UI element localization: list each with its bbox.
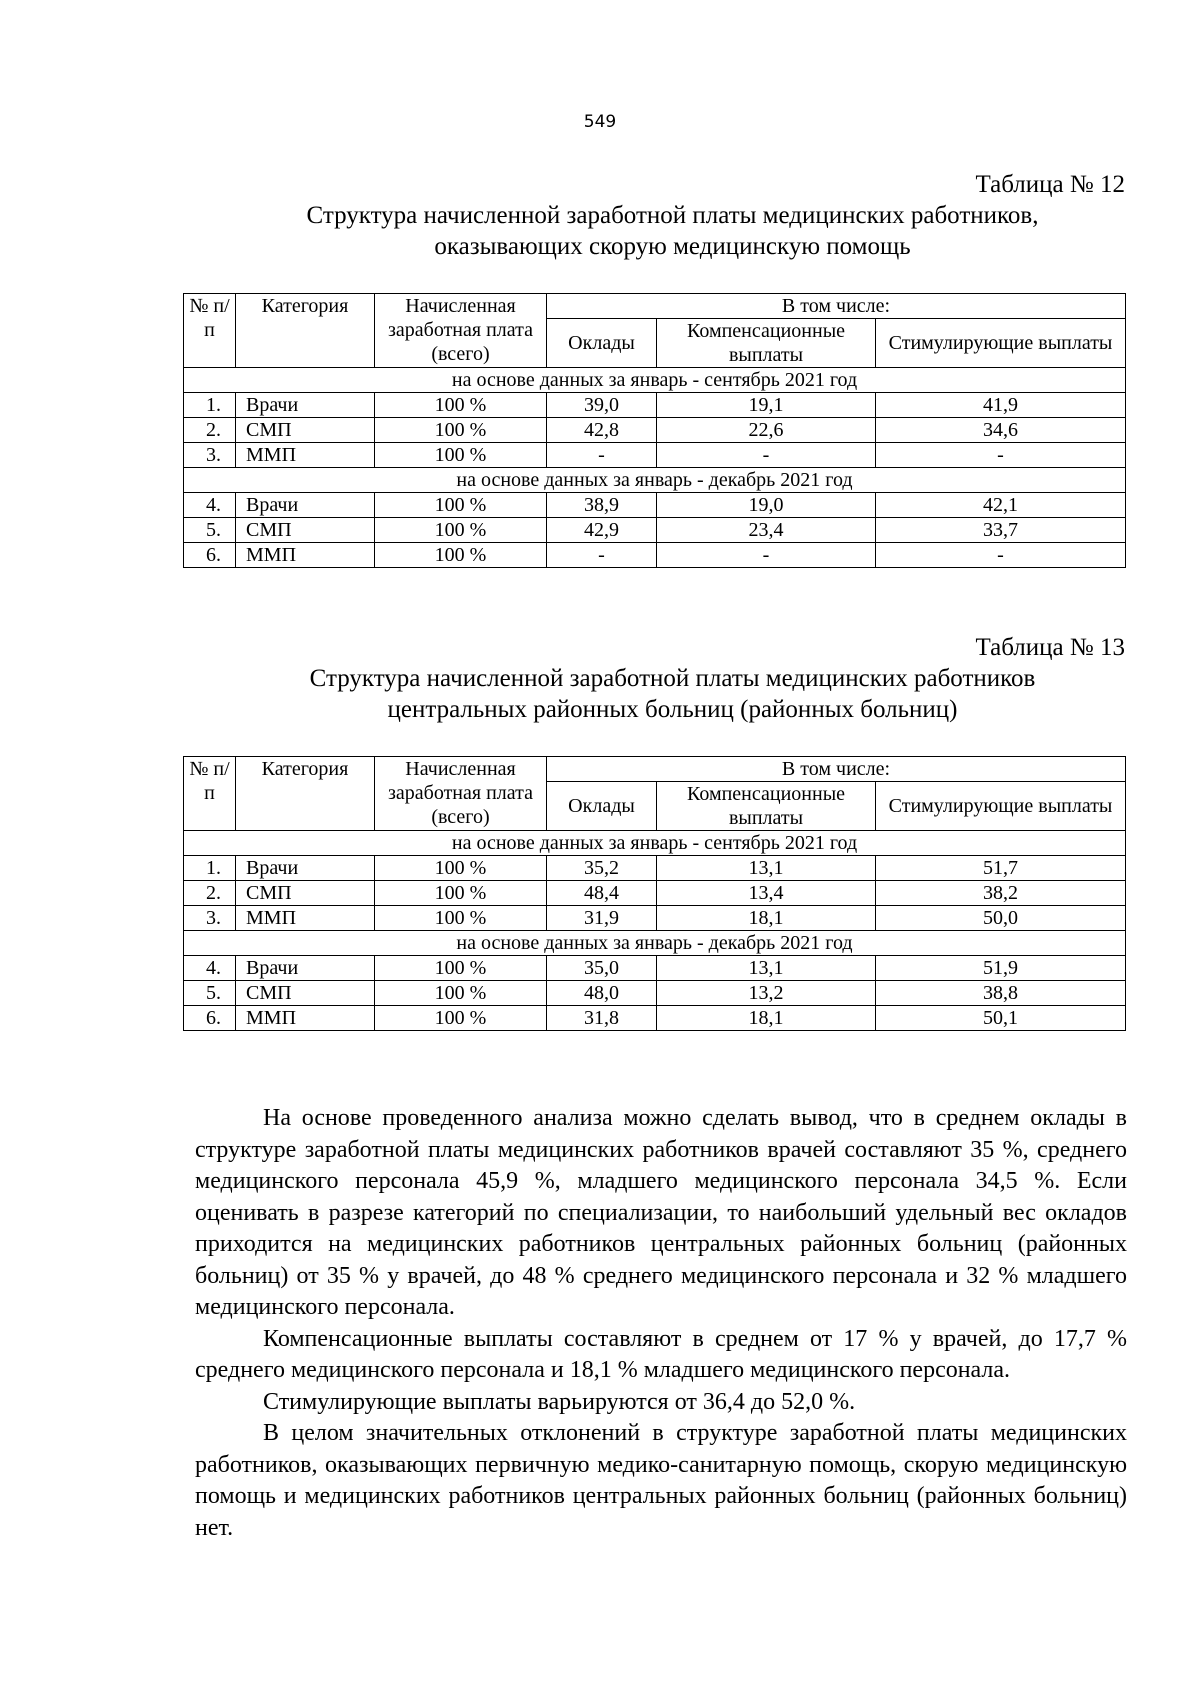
row-num: 5.	[184, 981, 236, 1006]
section-row	[184, 831, 1126, 856]
row-salaries: 35,2	[547, 856, 657, 881]
row-category: Врачи	[236, 956, 375, 981]
table-row	[184, 956, 1126, 981]
row-num: 4.	[184, 956, 236, 981]
row-category: СМП	[236, 518, 375, 543]
row-category: СМП	[236, 981, 375, 1006]
row-num: 4.	[184, 493, 236, 518]
table-row	[184, 543, 1126, 568]
row-category: Врачи	[236, 493, 375, 518]
row-incentive: 38,2	[876, 881, 1126, 906]
table12-heading	[180, 170, 1125, 262]
table12-label: Таблица № 12	[975, 171, 1125, 198]
row-total: 100 %	[375, 443, 547, 468]
header-total: Начисленная заработная плата (всего)	[375, 294, 547, 368]
table-row	[184, 1006, 1126, 1031]
row-category: ММП	[236, 906, 375, 931]
row-compensation: 18,1	[657, 1006, 876, 1031]
row-compensation: -	[657, 543, 876, 568]
row-salaries: 31,8	[547, 1006, 657, 1031]
row-compensation: 13,4	[657, 881, 876, 906]
table-row	[184, 518, 1126, 543]
row-salaries: 31,9	[547, 906, 657, 931]
row-salaries: -	[547, 443, 657, 468]
row-salaries: 35,0	[547, 956, 657, 981]
row-salaries: 42,9	[547, 518, 657, 543]
row-num: 1.	[184, 393, 236, 418]
row-total: 100 %	[375, 981, 547, 1006]
table-row	[184, 981, 1126, 1006]
section-label: на основе данных за январь - сентябрь 2021 год	[184, 368, 1126, 393]
row-num: 1.	[184, 856, 236, 881]
row-category: СМП	[236, 418, 375, 443]
header-num: № п/п	[184, 757, 236, 831]
body-text	[195, 1103, 1127, 1544]
row-compensation: 19,0	[657, 493, 876, 518]
row-salaries: 38,9	[547, 493, 657, 518]
table-row	[184, 493, 1126, 518]
header-including: В том числе:	[547, 757, 1126, 782]
row-incentive: 51,9	[876, 956, 1126, 981]
header-total: Начисленная заработная плата (всего)	[375, 757, 547, 831]
table-row	[184, 418, 1126, 443]
row-total: 100 %	[375, 856, 547, 881]
row-compensation: -	[657, 443, 876, 468]
row-num: 3.	[184, 906, 236, 931]
header-compensation: Компенсационные выплаты	[657, 782, 876, 831]
table13-heading	[180, 633, 1125, 725]
section-row	[184, 368, 1126, 393]
table-row	[184, 443, 1126, 468]
paragraph: Компенсационные выплаты составляют в среднем от 17 % у врачей, до 17,7 % среднего медицинского персонала и 18,1 % младшего медицинского персонала.	[195, 1325, 1127, 1383]
row-salaries: 48,4	[547, 881, 657, 906]
row-total: 100 %	[375, 543, 547, 568]
table-row	[184, 906, 1126, 931]
table13-title-line1: Структура начисленной заработной платы медицинских работников	[309, 665, 1036, 692]
section-label: на основе данных за январь - сентябрь 2021 год	[184, 831, 1126, 856]
table12	[183, 293, 1126, 568]
table13-title-line2: центральных районных больниц (районных больниц)	[387, 696, 958, 723]
paragraph: На основе проведенного анализа можно сделать вывод, что в среднем оклады в структуре заработной платы медицинских работников врачей составляют 35 %, среднего медицинского персонала 45,9 %, младшего медицинского персонала 34,5 %. Если оценивать в разрезе категорий по специализации, то наибольший удельный вес окладов приходится на медицинских работников центральных районных больниц (районных больниц) от 35 % у врачей, до 48 % среднего медицинского персонала и 32 % младшего медицинского персонала.	[195, 1105, 1127, 1320]
row-incentive: 42,1	[876, 493, 1126, 518]
row-total: 100 %	[375, 906, 547, 931]
table-header-row	[184, 294, 1126, 319]
row-compensation: 19,1	[657, 393, 876, 418]
row-category: ММП	[236, 1006, 375, 1031]
table12-title-line2: оказывающих скорую медицинскую помощь	[434, 233, 911, 260]
row-salaries: 48,0	[547, 981, 657, 1006]
row-incentive: -	[876, 443, 1126, 468]
row-compensation: 23,4	[657, 518, 876, 543]
row-total: 100 %	[375, 1006, 547, 1031]
row-salaries: 42,8	[547, 418, 657, 443]
header-category: Категория	[236, 757, 375, 831]
row-num: 3.	[184, 443, 236, 468]
row-total: 100 %	[375, 881, 547, 906]
header-category: Категория	[236, 294, 375, 368]
table13	[183, 756, 1126, 1031]
row-salaries: 39,0	[547, 393, 657, 418]
header-salaries: Оклады	[547, 319, 657, 368]
row-num: 2.	[184, 881, 236, 906]
section-row	[184, 931, 1126, 956]
row-num: 6.	[184, 1006, 236, 1031]
row-category: ММП	[236, 443, 375, 468]
table-row	[184, 881, 1126, 906]
row-num: 2.	[184, 418, 236, 443]
section-row	[184, 468, 1126, 493]
row-total: 100 %	[375, 518, 547, 543]
header-incentive: Стимулирующие выплаты	[876, 319, 1126, 368]
row-incentive: 41,9	[876, 393, 1126, 418]
row-total: 100 %	[375, 418, 547, 443]
row-num: 5.	[184, 518, 236, 543]
header-salaries: Оклады	[547, 782, 657, 831]
row-salaries: -	[547, 543, 657, 568]
row-compensation: 13,1	[657, 956, 876, 981]
paragraph: В целом значительных отклонений в структуре заработной платы медицинских работников, оказывающих первичную медико-санитарную помощь, скорую медицинскую помощь и медицинских работников центральных районных больниц (районных больниц) нет.	[195, 1420, 1127, 1541]
paragraph: Стимулирующие выплаты варьируются от 36,4 до 52,0 %.	[263, 1388, 856, 1415]
row-num: 6.	[184, 543, 236, 568]
header-including: В том числе:	[547, 294, 1126, 319]
row-incentive: 50,1	[876, 1006, 1126, 1031]
table12-title-line1: Структура начисленной заработной платы медицинских работников,	[306, 202, 1039, 229]
table-row	[184, 393, 1126, 418]
row-category: ММП	[236, 543, 375, 568]
header-incentive: Стимулирующие выплаты	[876, 782, 1126, 831]
row-incentive: 33,7	[876, 518, 1126, 543]
section-label: на основе данных за январь - декабрь 2021 год	[184, 468, 1126, 493]
row-category: СМП	[236, 881, 375, 906]
row-incentive: 34,6	[876, 418, 1126, 443]
row-incentive: -	[876, 543, 1126, 568]
row-compensation: 13,1	[657, 856, 876, 881]
row-compensation: 18,1	[657, 906, 876, 931]
row-category: Врачи	[236, 393, 375, 418]
row-total: 100 %	[375, 393, 547, 418]
page-number: 549	[583, 112, 617, 132]
table-row	[184, 856, 1126, 881]
section-label: на основе данных за январь - декабрь 2021 год	[184, 931, 1126, 956]
header-compensation: Компенсационные выплаты	[657, 319, 876, 368]
table13-label: Таблица № 13	[975, 634, 1125, 661]
row-incentive: 50,0	[876, 906, 1126, 931]
row-compensation: 22,6	[657, 418, 876, 443]
header-num: № п/п	[184, 294, 236, 368]
row-incentive: 51,7	[876, 856, 1126, 881]
row-incentive: 38,8	[876, 981, 1126, 1006]
row-category: Врачи	[236, 856, 375, 881]
table-header-row	[184, 757, 1126, 782]
row-total: 100 %	[375, 956, 547, 981]
row-compensation: 13,2	[657, 981, 876, 1006]
row-total: 100 %	[375, 493, 547, 518]
